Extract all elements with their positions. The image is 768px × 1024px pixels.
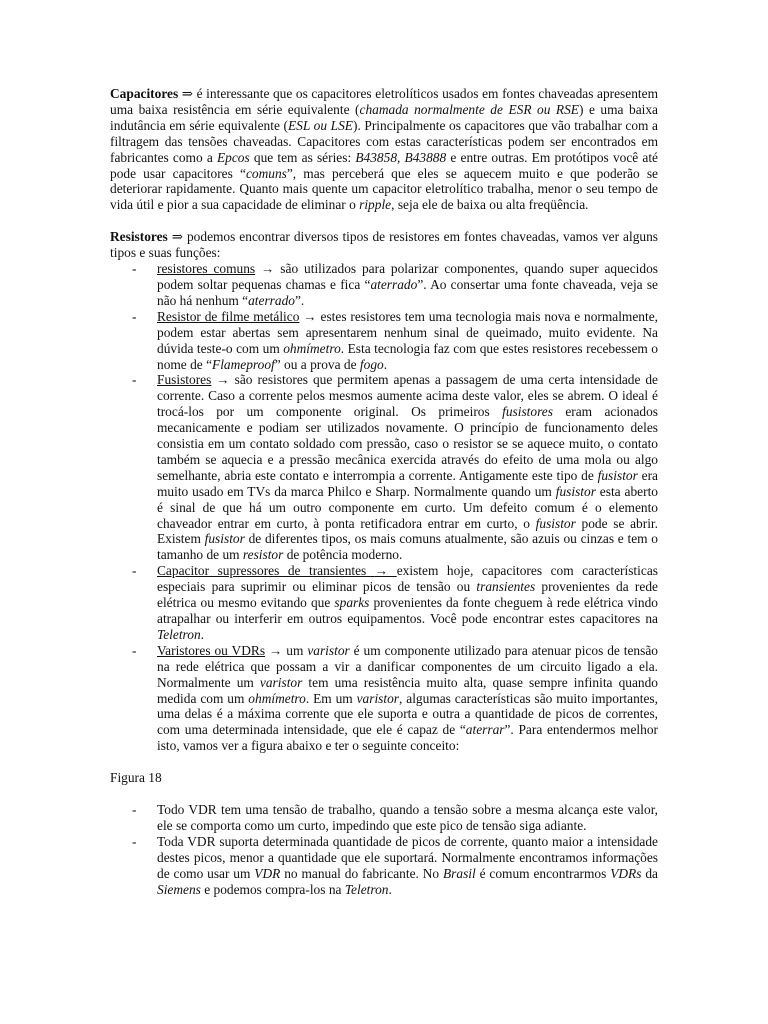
- italic-text: fusistor: [535, 515, 576, 531]
- text: no manual do fabricante. No: [280, 865, 443, 881]
- text: ,: [397, 149, 405, 165]
- italic-text: fusistor: [555, 483, 596, 499]
- italic-text: resistor: [242, 547, 284, 563]
- italic-text: B43888: [404, 149, 447, 165]
- italic-text: aterrar: [465, 722, 505, 738]
- text: são utilizados para polarizar componentes, quando super aquecidos podem soltar pequenas chamas e fica “: [157, 261, 658, 292]
- italic-text: ripple: [359, 197, 392, 213]
- implies-arrow: ⇒: [171, 229, 183, 245]
- italic-text: B43858: [355, 149, 398, 165]
- italic-text: Flameproof: [212, 356, 275, 372]
- italic-text: aterrado: [248, 292, 295, 308]
- italic-text: comuns: [245, 165, 287, 181]
- text: de diferentes tipos, os mais comuns atualmente, são azuis ou cinzas e tem o tamanho de um: [157, 531, 659, 563]
- text: .: [383, 356, 388, 372]
- list-item-filme-metalico: [110, 309, 658, 373]
- right-arrow: →: [255, 261, 281, 277]
- text: , algumas características são muito importantes, uma delas é a máxima corrente que ele suporta e outra a quantidade de picos de correntes, com uma determinada intensidade, que ele é capaz de “: [157, 690, 658, 738]
- italic-text: chamada normalmente de ESR ou RSE: [359, 101, 579, 117]
- resistores-intro: [110, 229, 658, 261]
- text: , seja ele de baixa ou alta freqüência.: [391, 197, 589, 213]
- text: ”. Para entendermos melhor isto, vamos ver a figura abaixo e ter o seguinte conceito:: [157, 722, 658, 754]
- item-title: Fusistores: [157, 372, 212, 388]
- text: Todo VDR tem uma tensão de trabalho, quando a tensão sobre a mesma alcança este valor, ele se comporta como um curto, impedindo que este pico de tensão siga adiante.: [157, 802, 658, 833]
- text: esta aberto é sinal de que há um outro componente em curto. Um defeito comum é o elemento chaveador entrar em curto, à ponta retificadora entrar em curto, o: [157, 483, 658, 531]
- resistor-types-list: [110, 261, 658, 754]
- italic-text: Teletron: [157, 626, 201, 642]
- dash-bullet: -: [132, 833, 137, 849]
- list-item-fusistores: [110, 372, 658, 563]
- list-item-capacitor-supressores: [110, 563, 658, 643]
- text: é comum encontrarmos: [475, 865, 611, 881]
- italic-text: VDR: [254, 865, 281, 881]
- right-arrow: →: [299, 308, 321, 324]
- text: provenientes da rede elétrica ou mesmo evitando que: [157, 579, 658, 611]
- item-title: [157, 563, 397, 578]
- text: ”, mas perceberá que eles se aquecem muito e que poderão se deteriorar rapidamente. Quanto mais quente um capacitor eletrolítico trabalha, menor o seu tempo de vida útil e pior a sua capacidade de eliminar o: [110, 165, 659, 213]
- text: .: [200, 626, 205, 642]
- dash-bullet: -: [132, 308, 137, 324]
- item-title: Varistores ou VDRs: [157, 642, 266, 658]
- text: .: [388, 881, 392, 897]
- text: era muito usado em TVs da marca Philco e Sharp. Normalmente quando um: [157, 467, 658, 499]
- capacitores-paragraph: [110, 86, 658, 213]
- paragraph-gap: [110, 786, 658, 802]
- text: existem hoje, capacitores com características especiais para suprimir ou eliminar picos de tensão ou: [157, 563, 658, 595]
- text: é um componente utilizado para atenuar picos de tensão na rede elétrica que possam a vir a danificar componentes de um circuito ligado a ela. Normalmente um: [157, 642, 658, 690]
- page-content: [110, 86, 658, 898]
- italic-text: Epcos: [216, 149, 250, 165]
- text: um: [286, 642, 308, 658]
- text: ” ou a prova de: [274, 356, 360, 372]
- text: da: [641, 865, 658, 881]
- paragraph-gap: [110, 754, 658, 770]
- text: e entre outras. Em protótipos você até pode usar capacitores “: [110, 149, 658, 181]
- text: que tem as séries:: [249, 149, 356, 165]
- italic-text: fusistores: [502, 404, 553, 420]
- item-title: resistores comuns: [157, 261, 256, 277]
- italic-text: fogo: [359, 356, 384, 372]
- text: . Em um: [305, 690, 357, 706]
- italic-text: fusistor: [204, 531, 245, 547]
- text: ). Principalmente os capacitores que vão trabalhar com a filtragem das tensões chaveadas. Capacitores com estas características podem ser encontrados em fabricantes como a: [110, 117, 658, 165]
- italic-text: fusistor: [597, 467, 638, 483]
- vdr-concepts-list: [110, 802, 658, 897]
- dash-bullet: -: [132, 642, 137, 658]
- text: ”.: [294, 292, 305, 308]
- text: e podemos compra-los na: [200, 881, 345, 897]
- text: . Esta tecnologia faz com que estes resistores recebessem o nome de “: [157, 340, 659, 372]
- italic-text: aterrado: [370, 276, 418, 292]
- text: provenientes da fonte cheguem à rede elétrica vindo atrapalhar ou interferir em outros equipamentos. Você pode encontrar estes capacitores na: [157, 595, 658, 626]
- text: são resistores que permitem apenas a passagem de uma certa intensidade de corrente. Caso a corrente pelos mesmos aumente acima deste valor, eles se abrem. O ideal é trocá-los por um componente original. Os primeiros: [157, 372, 658, 420]
- dash-bullet: -: [132, 261, 137, 277]
- figure-label: Figura 18: [110, 770, 162, 786]
- italic-text: ohmímetro: [283, 340, 341, 356]
- item-title: Resistor de filme metálico: [157, 308, 300, 324]
- italic-text: ESL ou LSE: [287, 117, 353, 133]
- item-title-text: Capacitor supressores de transientes: [157, 563, 375, 579]
- text: pode se abrir. Existem: [157, 515, 659, 547]
- italic-text: varistor: [259, 674, 303, 690]
- dash-bullet: -: [132, 802, 137, 818]
- text: tem uma resistência muito alta, quase sempre infinita quando medida com um: [157, 674, 658, 706]
- implies-arrow: ⇒: [181, 86, 194, 101]
- list-item-vdr-picos: [110, 834, 658, 898]
- right-arrow: →: [265, 642, 287, 658]
- italic-text: varistor: [356, 690, 400, 706]
- dash-bullet: -: [132, 372, 137, 388]
- italic-text: Brasil: [442, 865, 476, 881]
- italic-text: transientes: [476, 579, 536, 595]
- text: estes resistores tem uma tecnologia mais nova e normalmente, podem estar abertas sem apresentarem nenhum sinal de queimado, muito evidente. Na dúvida teste-o com um: [157, 308, 658, 356]
- italic-text: varistor: [307, 642, 350, 658]
- text: de potência moderno.: [283, 547, 403, 563]
- list-item-varistores: [110, 643, 658, 754]
- right-arrow: →: [374, 563, 397, 579]
- paragraph-gap: [110, 213, 658, 229]
- text: ) e uma baixa indutância em série equivalente (: [110, 101, 658, 133]
- text: podemos encontrar diversos tipos de resistores em fontes chaveadas, vamos ver alguns tipos e suas funções:: [110, 229, 658, 261]
- italic-text: Teletron: [344, 881, 389, 897]
- text: ”. Ao consertar uma fonte chaveada, veja se não há nenhum “: [157, 276, 658, 308]
- italic-text: ohmímetro: [248, 690, 306, 706]
- text: Toda VDR suporta determinada quantidade de picos de corrente, quanto maior a intensidade destes picos, menor a quantidade que ele suportará. Normalmente encontramos informações de como usar um: [157, 833, 658, 881]
- right-arrow: →: [211, 372, 235, 388]
- italic-text: Siemens: [157, 881, 201, 897]
- italic-text: sparks: [334, 595, 370, 611]
- resistores-heading: Resistores: [110, 229, 168, 245]
- text: eram acionados mecanicamente e podiam ser utilizados novamente. O princípio de funcionamento deles consistia em um contato soldado com pressão, caso o resistor se se aquece muito, o contato também se aquecia e a pressão mecânica exercida através do efeito de uma mola ou algo semelhante, abria este contato e interrompia a corrente. Antigamente este tipo de: [157, 404, 658, 483]
- text: é interessante que os capacitores eletrolíticos usados em fontes chaveadas apresentem uma baixa resistência em série equivalente (: [110, 86, 658, 117]
- list-item-vdr-tensao: [110, 802, 658, 834]
- list-item-resistores-comuns: [110, 261, 658, 309]
- capacitores-heading: Capacitores: [110, 86, 179, 101]
- dash-bullet: -: [132, 563, 137, 579]
- italic-text: VDRs: [610, 865, 642, 881]
